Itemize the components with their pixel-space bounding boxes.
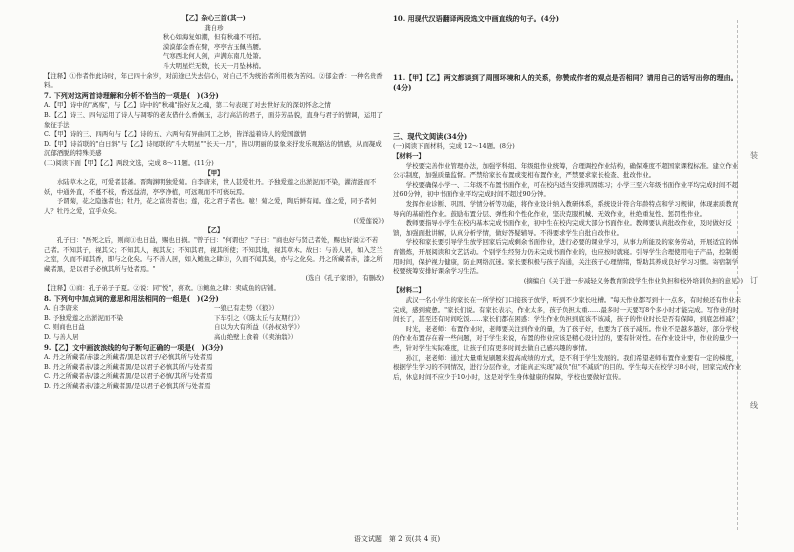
q8-option-row: [44, 304, 384, 314]
q8-option-left: D. 与善人居: [44, 332, 79, 341]
left-column: [44, 0, 384, 552]
material-1-para: 教师要指导小学生在校内基本完成书面作业，初中生在校内完成大部分书面作业。教师要认真批改作业，及时做好反馈，加强面批讲解，认真分析学情，做好答疑辅导。不得要求学生自批自改作业。: [393, 219, 732, 237]
poem-line: 气寒西北何人剑，声满东南几处箫。: [162, 52, 266, 61]
material-2-para: 武汉一名小学生的家长在一所学校门口接孩子放学，听到不少家长吐槽。"每天作业都写到十一点多，有时候还有作业未完成，感到疲惫。"家长们说。有家长表示，作业太多，孩子负担太重……最多时一天要写8个多小时才能完成。写作业的时间长了，甚至还有时间吃饭……家长们都在困惑：学生作业负担到底该不该减，孩子的作业时长是否有保障，到底怎样减？: [393, 296, 742, 324]
question-11: 11.【甲】【乙】两文都谈到了周围环境和人的关系，你赞成作者的观点是否相同？请用自己的话写出你的理由。(4分): [393, 72, 738, 92]
q8-option-right: 高山绝壁上食着（《卖油翁》）: [214, 332, 298, 341]
q8-option-row: [44, 323, 384, 333]
passage-yi-source: (选自《孔子家语》，有删改): [305, 274, 384, 283]
material-2-para: 时光，老老师：布置作业时，老师要关注到作业的量，为了孩子好，也要为了孩子减压。作业不是越多越好，部分学校的作业布置存在着一些问题，对于学生来说，布置的作业应该是精心设计过的，要有针对性。在作业设计中，作业的量少一些，针对学生实际难度，让孩子们有更多时间去做自己感兴趣的事情。: [393, 324, 739, 353]
margin-char-zhuang: 装: [750, 151, 758, 160]
question-9: 9.【乙】文中画波浪线的句子断句正确的一项是( )(3分): [44, 342, 224, 352]
margin-char-xian: 线: [750, 401, 758, 410]
material-2-para: 孙江，老老师：通过大量重复刷题来提高成绩的方式，是不利于学生发展的。我们希望老师布置作业要有一定的梯度，根据学生学习的不同情况，进行分层作业，才能真正实现"减负"但"不减质"的目的。学生每天在校学习8小时，回家完成作业后，休息时间不应少于10小时，这是对学生身体健康的保障，学校也要做好宣传。: [393, 353, 742, 381]
material-1-label: 【材料一】: [393, 151, 425, 160]
q8-option-right: 下车引之（《陈太丘与友期行》）: [214, 313, 304, 322]
passage-jia-label: 【甲】: [204, 168, 224, 177]
sub-reading-heading: (一)阅读下面材料，完成 12～14题。(8分): [393, 142, 515, 151]
passage-yi-label: 【乙】: [204, 226, 224, 235]
question-10: 10. 用现代汉语翻译两段选文中画直线的句子。(4分): [393, 14, 560, 23]
question-7: 7. 下列对这两首诗理解和分析不恰当的一项是( )(3分): [44, 90, 219, 100]
q7-option: B.【乙】诗三、四句运用了诗人与凋零的老友借什么香佩玉，志行高洁的君子，面芬芳品貌，直身与君子的情调，运用了象征手法: [44, 110, 384, 129]
material-1-para: 学校和家长要引导学生放学回家后完成剩余书面作业，进行必要的课业学习，从事力所能及的家务劳动，开展适宜的体育锻炼，开展阅读和文艺活动。个别学生经努力仍未完成书面作业的，也应按时就寝。引导学生合理使用电子产品，控制使用时间，保护视力健康，防止网络沉迷。家长要积极与孩子沟通，关注孩子心理情绪，帮助其养成良好学习习惯。寄宿制学校要统筹安排好课余学习生活。: [393, 238, 739, 276]
question-8: 8. 下列句中加点词的意思和用法相同的一组是( )(2分): [44, 293, 219, 303]
poem-note: 【注释】①作者作此诗时，年已四十余岁，对前途已失去信心，对自己不为统治者所用极为苦闷。②郁金香：一种名贵香料。: [44, 71, 383, 90]
material-1-para: 学校要完善作业管理办法，加强学科组、年级组作业统筹，合理调控作业结构，确保难度不超国家课程标准。建立作业公示制度，加强质量监督。严禁给家长布置或变相布置作业，严禁要求家长检查、批改作业。: [393, 161, 739, 180]
poem-line: 秋心如海复如潮，但有秋魂不可招。: [162, 33, 266, 42]
section-3-heading: 三、现代文阅读(34分): [393, 131, 468, 141]
margin-char-ding: 订: [750, 276, 758, 285]
q8-option-right: 一狼已有走势（《狼》）: [214, 304, 278, 313]
q7-option: A.【甲】诗中的"离殇"，与【乙】诗中的"秋魂"指好友之魂，第二句表现了对去世好友的深切怀念之情: [44, 101, 331, 110]
q7-option: D.【甲】诗首联的"白日斜"与【乙】诗尾联的"斗大明星""长天一月"，皆以明丽的景象来抒发乐观豁达的情感，从而凝成沉郁酒脱的特殊美感: [44, 139, 382, 158]
reading-2-heading: (二)阅读下面【甲】【乙】两段文选，完成 8～11题。(11分): [44, 159, 214, 168]
passage-yi-para: 孔子曰："吾死之后，则商①也日益，赐也日损。"曾子曰："何谓也？"子曰："商也好与贤己者处，赐也好说②不若己者。不知其子，视其父；不知其人，视其友；不知其君，视其所使；不知其地，视其草木。故曰：与善人居，如入芝兰之室，久而不闻其香，即与之化矣。与不善人居，如入鲍鱼之肆③，久而不闻其臭，亦与之化矣。丹之所藏者赤，漆之所藏者黑，是以君子必慎其所与处者焉。": [44, 235, 383, 273]
passage-jia-para: 水陆草木之花，可爱者甚蕃。晋陶渊明独爱菊。自李唐来，世人甚爱牡丹。予独爱莲之出淤泥而不染，濯清涟而不妖，中通外直，不蔓不枝，香远益清，亭亭净植，可远观而不可亵玩焉。: [44, 178, 377, 196]
q8-option-row: [44, 333, 384, 343]
passage-jia-source: (《爱莲说》): [353, 216, 384, 225]
poem-title: 【乙】杂心三首(其一): [182, 14, 246, 22]
material-1-para: 发挥作业诊断、巩固、学情分析等功能，将作业设计纳入教研体系，系统设计符合年龄特点和学习规律，体现素质教育导向的基础性作业。鼓励布置分层、弹性和个性化作业，坚决克服机械、无效作业，杜绝重复性、惩罚性作业。: [393, 199, 739, 218]
q8-option-right: 自以为大有所益（《孙权劝学》）: [214, 323, 304, 332]
q7-option: C.【甲】诗的三、四两句与【乙】诗的五、六两句有异曲同工之妙，皆洋溢着诗人的爱国激情: [44, 130, 307, 139]
q8-option-row: [44, 314, 384, 324]
q9-option: D. 丹之所藏者赤/漆之所藏者黑/是以君子必慎其所与处者焉: [44, 381, 211, 390]
poem-line: 斗大明星烂无数，长天一月坠林梢。: [162, 62, 266, 71]
passage-yi-note: 【注释】①商：孔子弟子子夏。②说：同"悦"，喜欢。③鲍鱼之肆：卖咸鱼的店铺。: [44, 283, 280, 292]
q9-option: B. 丹之所藏者赤/漆之所藏者黑/是以君子必慎其所/与处者焉: [44, 362, 213, 371]
page-footer: 语文试题 第 2 页(共 4 页): [353, 535, 441, 543]
q8-option-left: A. 自李唐来: [44, 304, 79, 313]
material-2-label: 【材料二】: [393, 286, 425, 295]
material-1-para: 学校要确保小学一、二年级不布置书面作业，可在校内适当安排巩固练习；小学三至六年级书面作业平均完成时间不超过60分钟，初中书面作业平均完成时间不超过90分钟。: [393, 180, 739, 199]
q9-option: C. 丹之所藏者赤/漆之所藏者黑/是以君子必慎/其所与处者焉: [44, 372, 213, 381]
poem-line: 漠漠郁金香在臂，亭亭古玉佩当腰。: [162, 42, 266, 51]
poem-author: 龚自珍: [204, 23, 224, 32]
right-column: [393, 0, 743, 552]
material-1-source: (摘编自《关于进一步减轻义务教育阶段学生作业负担和校外培训负担的意见》): [523, 276, 743, 285]
q9-option: A. 丹之所藏者/赤漆之所藏者/黑是以君子/必慎其所与处者焉: [44, 353, 213, 361]
q8-option-left: B. 予独爱莲之出淤泥而不染: [44, 313, 124, 322]
passage-jia-para: 予谓菊，花之隐逸者也；牡丹，花之富贵者也；莲，花之君子者也。噫！菊之爱，陶后鲜有闻。莲之爱，同予者何人？牡丹之爱，宜乎众矣。: [44, 197, 377, 216]
q8-option-left: C. 则商也日益: [44, 323, 85, 332]
